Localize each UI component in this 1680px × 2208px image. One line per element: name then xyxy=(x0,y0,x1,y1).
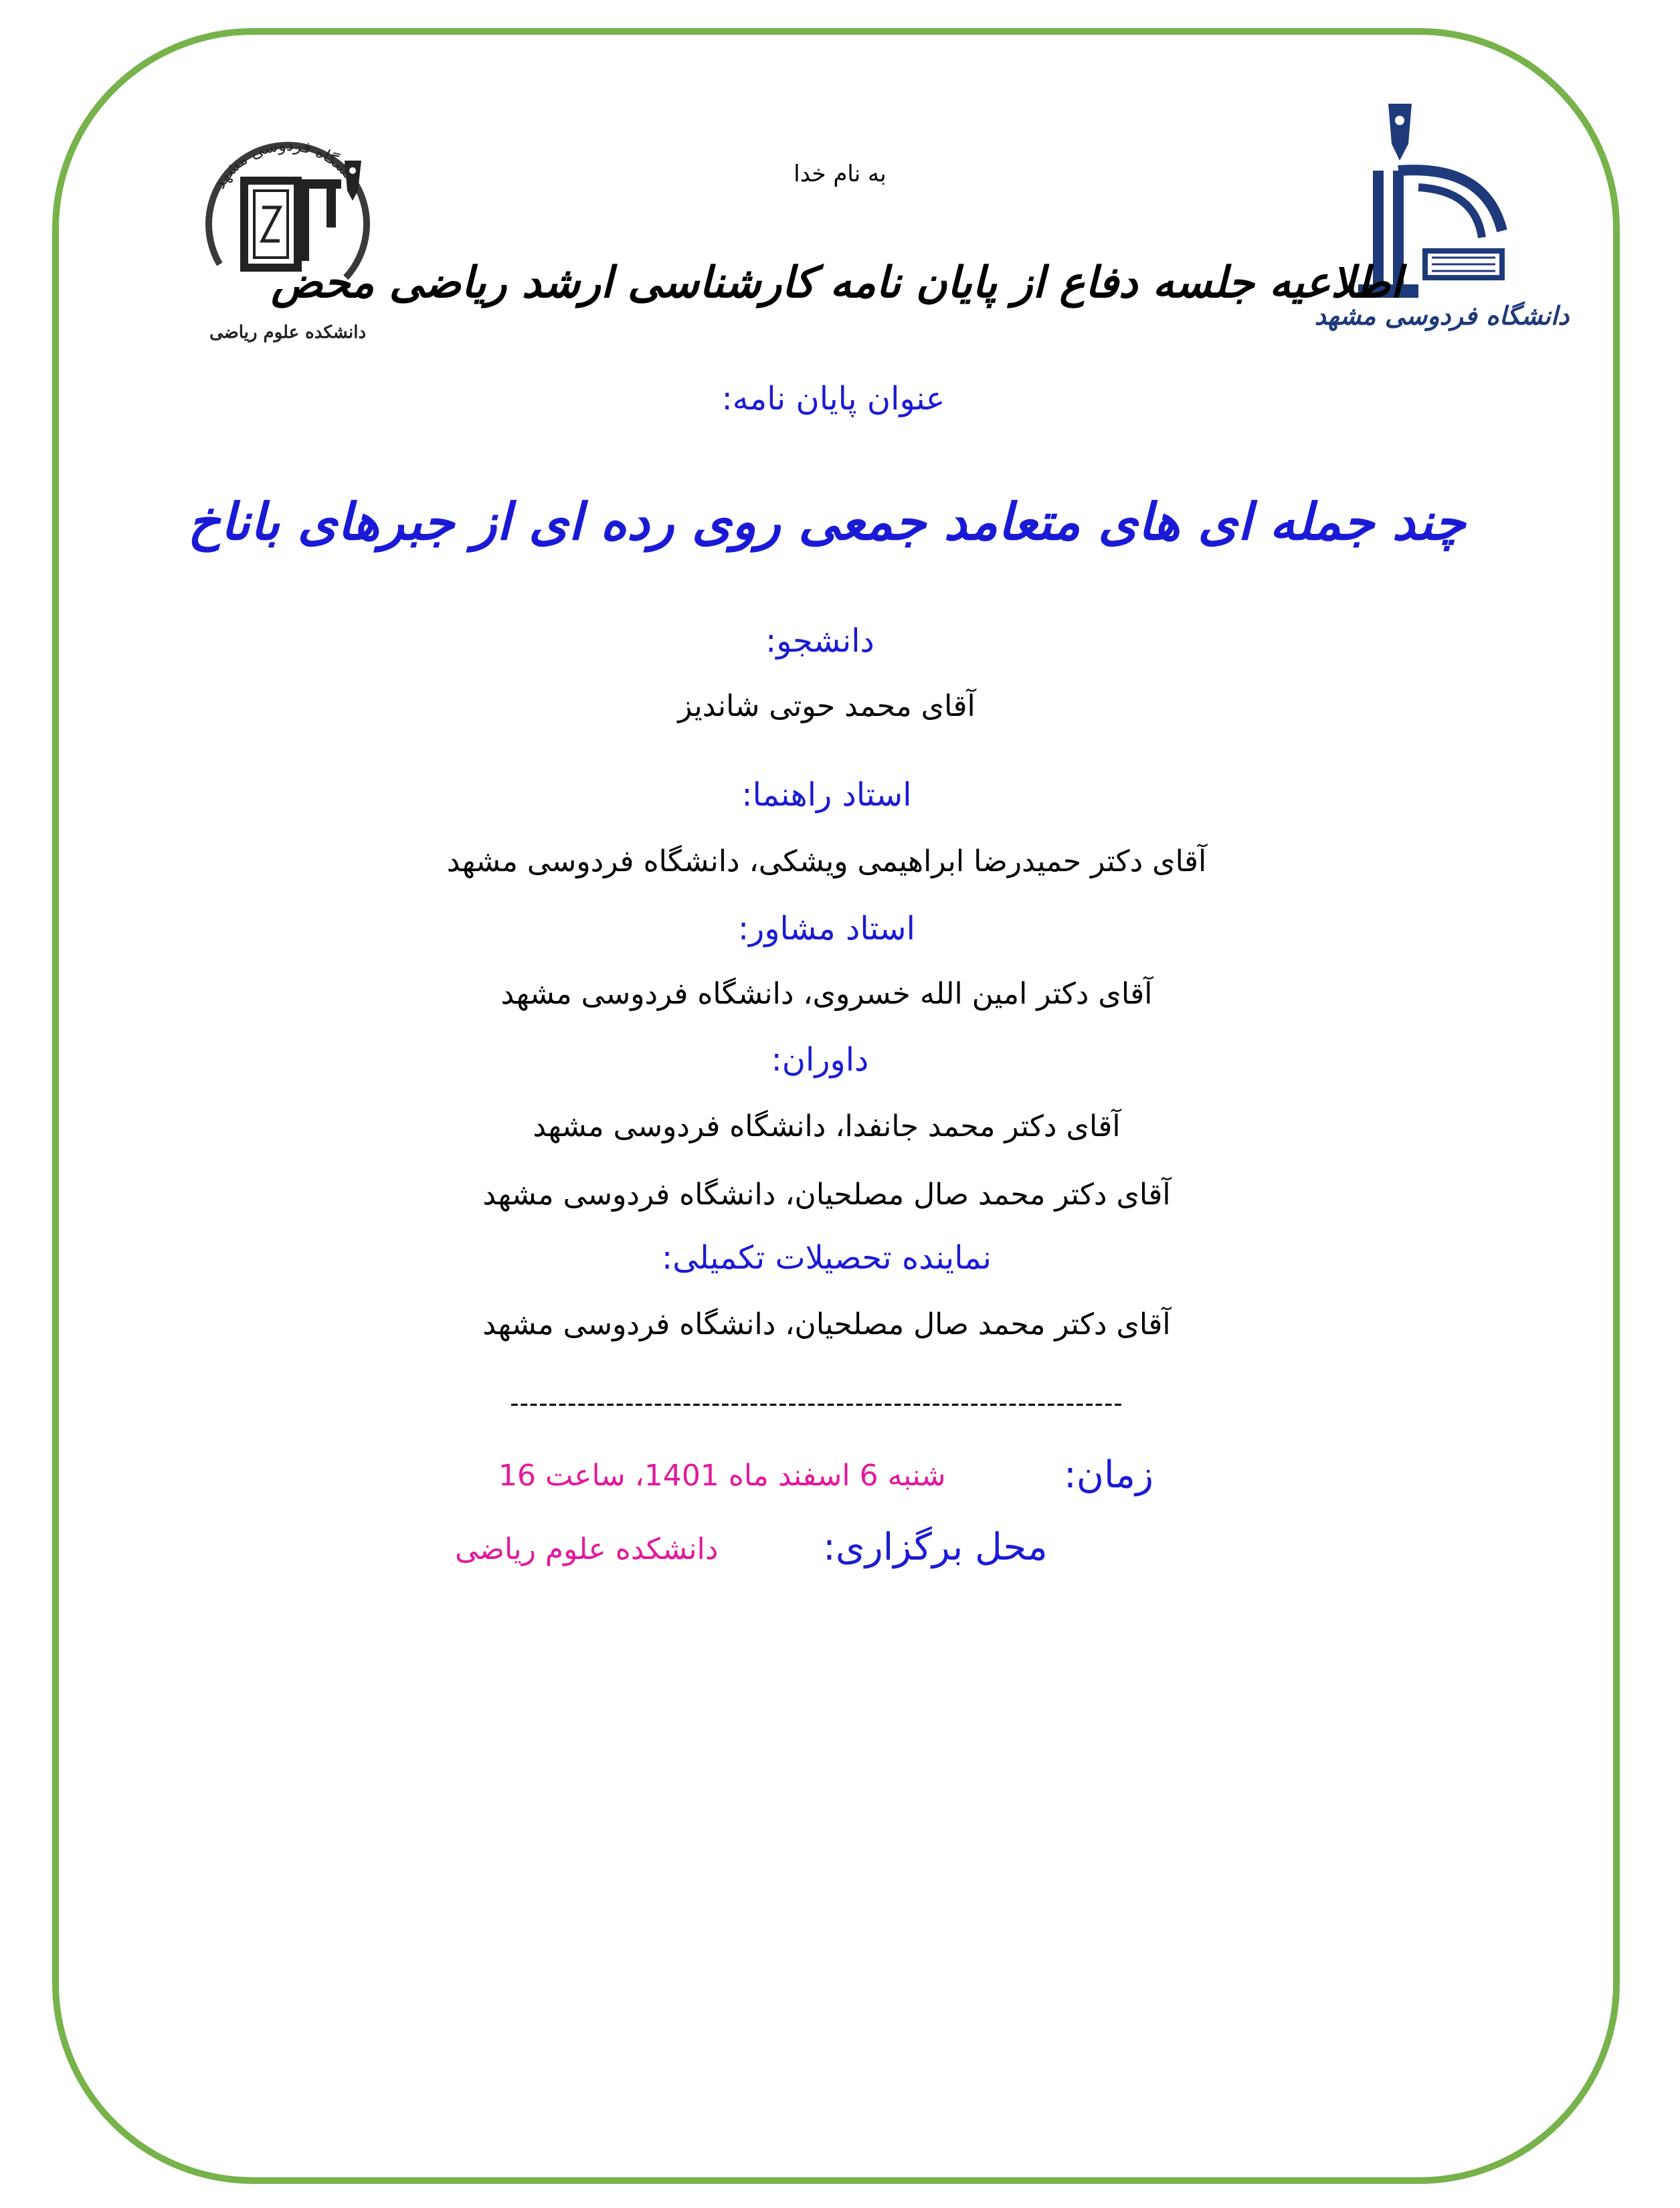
basmala: به نام خدا xyxy=(794,161,886,187)
faculty-logo-caption: دانشکده علوم ریاضی xyxy=(209,323,367,343)
time-value: شنبه 6 اسفند ماه 1401، ساعت 16 xyxy=(498,1459,946,1493)
announcement-title: اطلاعیه جلسه دفاع از پایان نامه کارشناسی ارشد ریاضی محض xyxy=(271,258,1402,308)
university-logo-caption: دانشگاه فردوسی مشهد xyxy=(1314,300,1570,331)
referee-name-1: آقای دکتر محمد جانفدا، دانشگاه فردوسی مشهد xyxy=(533,1109,1121,1143)
faculty-logo xyxy=(187,107,388,355)
graduate-rep-label: نماینده تحصیلات تکمیلی: xyxy=(662,1239,992,1277)
venue-value: دانشکده علوم ریاضی xyxy=(455,1532,719,1566)
supervisor-name: آقای دکتر حمیدرضا ابراهیمی ویشکی، دانشگاه فردوسی مشهد xyxy=(446,844,1207,879)
separator: ---------------------------------------------------------------- xyxy=(510,1388,1123,1418)
university-logo xyxy=(1314,97,1570,351)
graduate-rep-name: آقای دکتر محمد صال مصلحیان، دانشگاه فردوسی مشهد xyxy=(482,1307,1171,1342)
student-name: آقای محمد حوتی شاندیز xyxy=(678,689,975,723)
referees-label: داوران: xyxy=(771,1041,869,1079)
venue-label: محل برگزاری: xyxy=(823,1526,1048,1569)
supervisor-label: استاد راهنما: xyxy=(741,776,912,814)
student-label: دانشجو: xyxy=(765,622,874,660)
faculty-logo-arc-text: دانشگاه فردوسی مشهد xyxy=(209,135,366,192)
referee-name-2: آقای دکتر محمد صال مصلحیان، دانشگاه فردوسی مشهد xyxy=(482,1178,1171,1212)
thesis-title: چند جمله ای های متعامد جمعی روی رده ای از جبرهای باناخ xyxy=(187,492,1466,551)
advisor-name: آقای دکتر امین الله خسروی، دانشگاه فردوسی مشهد xyxy=(500,977,1153,1011)
time-label: زمان: xyxy=(1064,1453,1154,1497)
advisor-label: استاد مشاور: xyxy=(738,910,915,947)
thesis-label: عنوان پایان نامه: xyxy=(721,380,945,418)
